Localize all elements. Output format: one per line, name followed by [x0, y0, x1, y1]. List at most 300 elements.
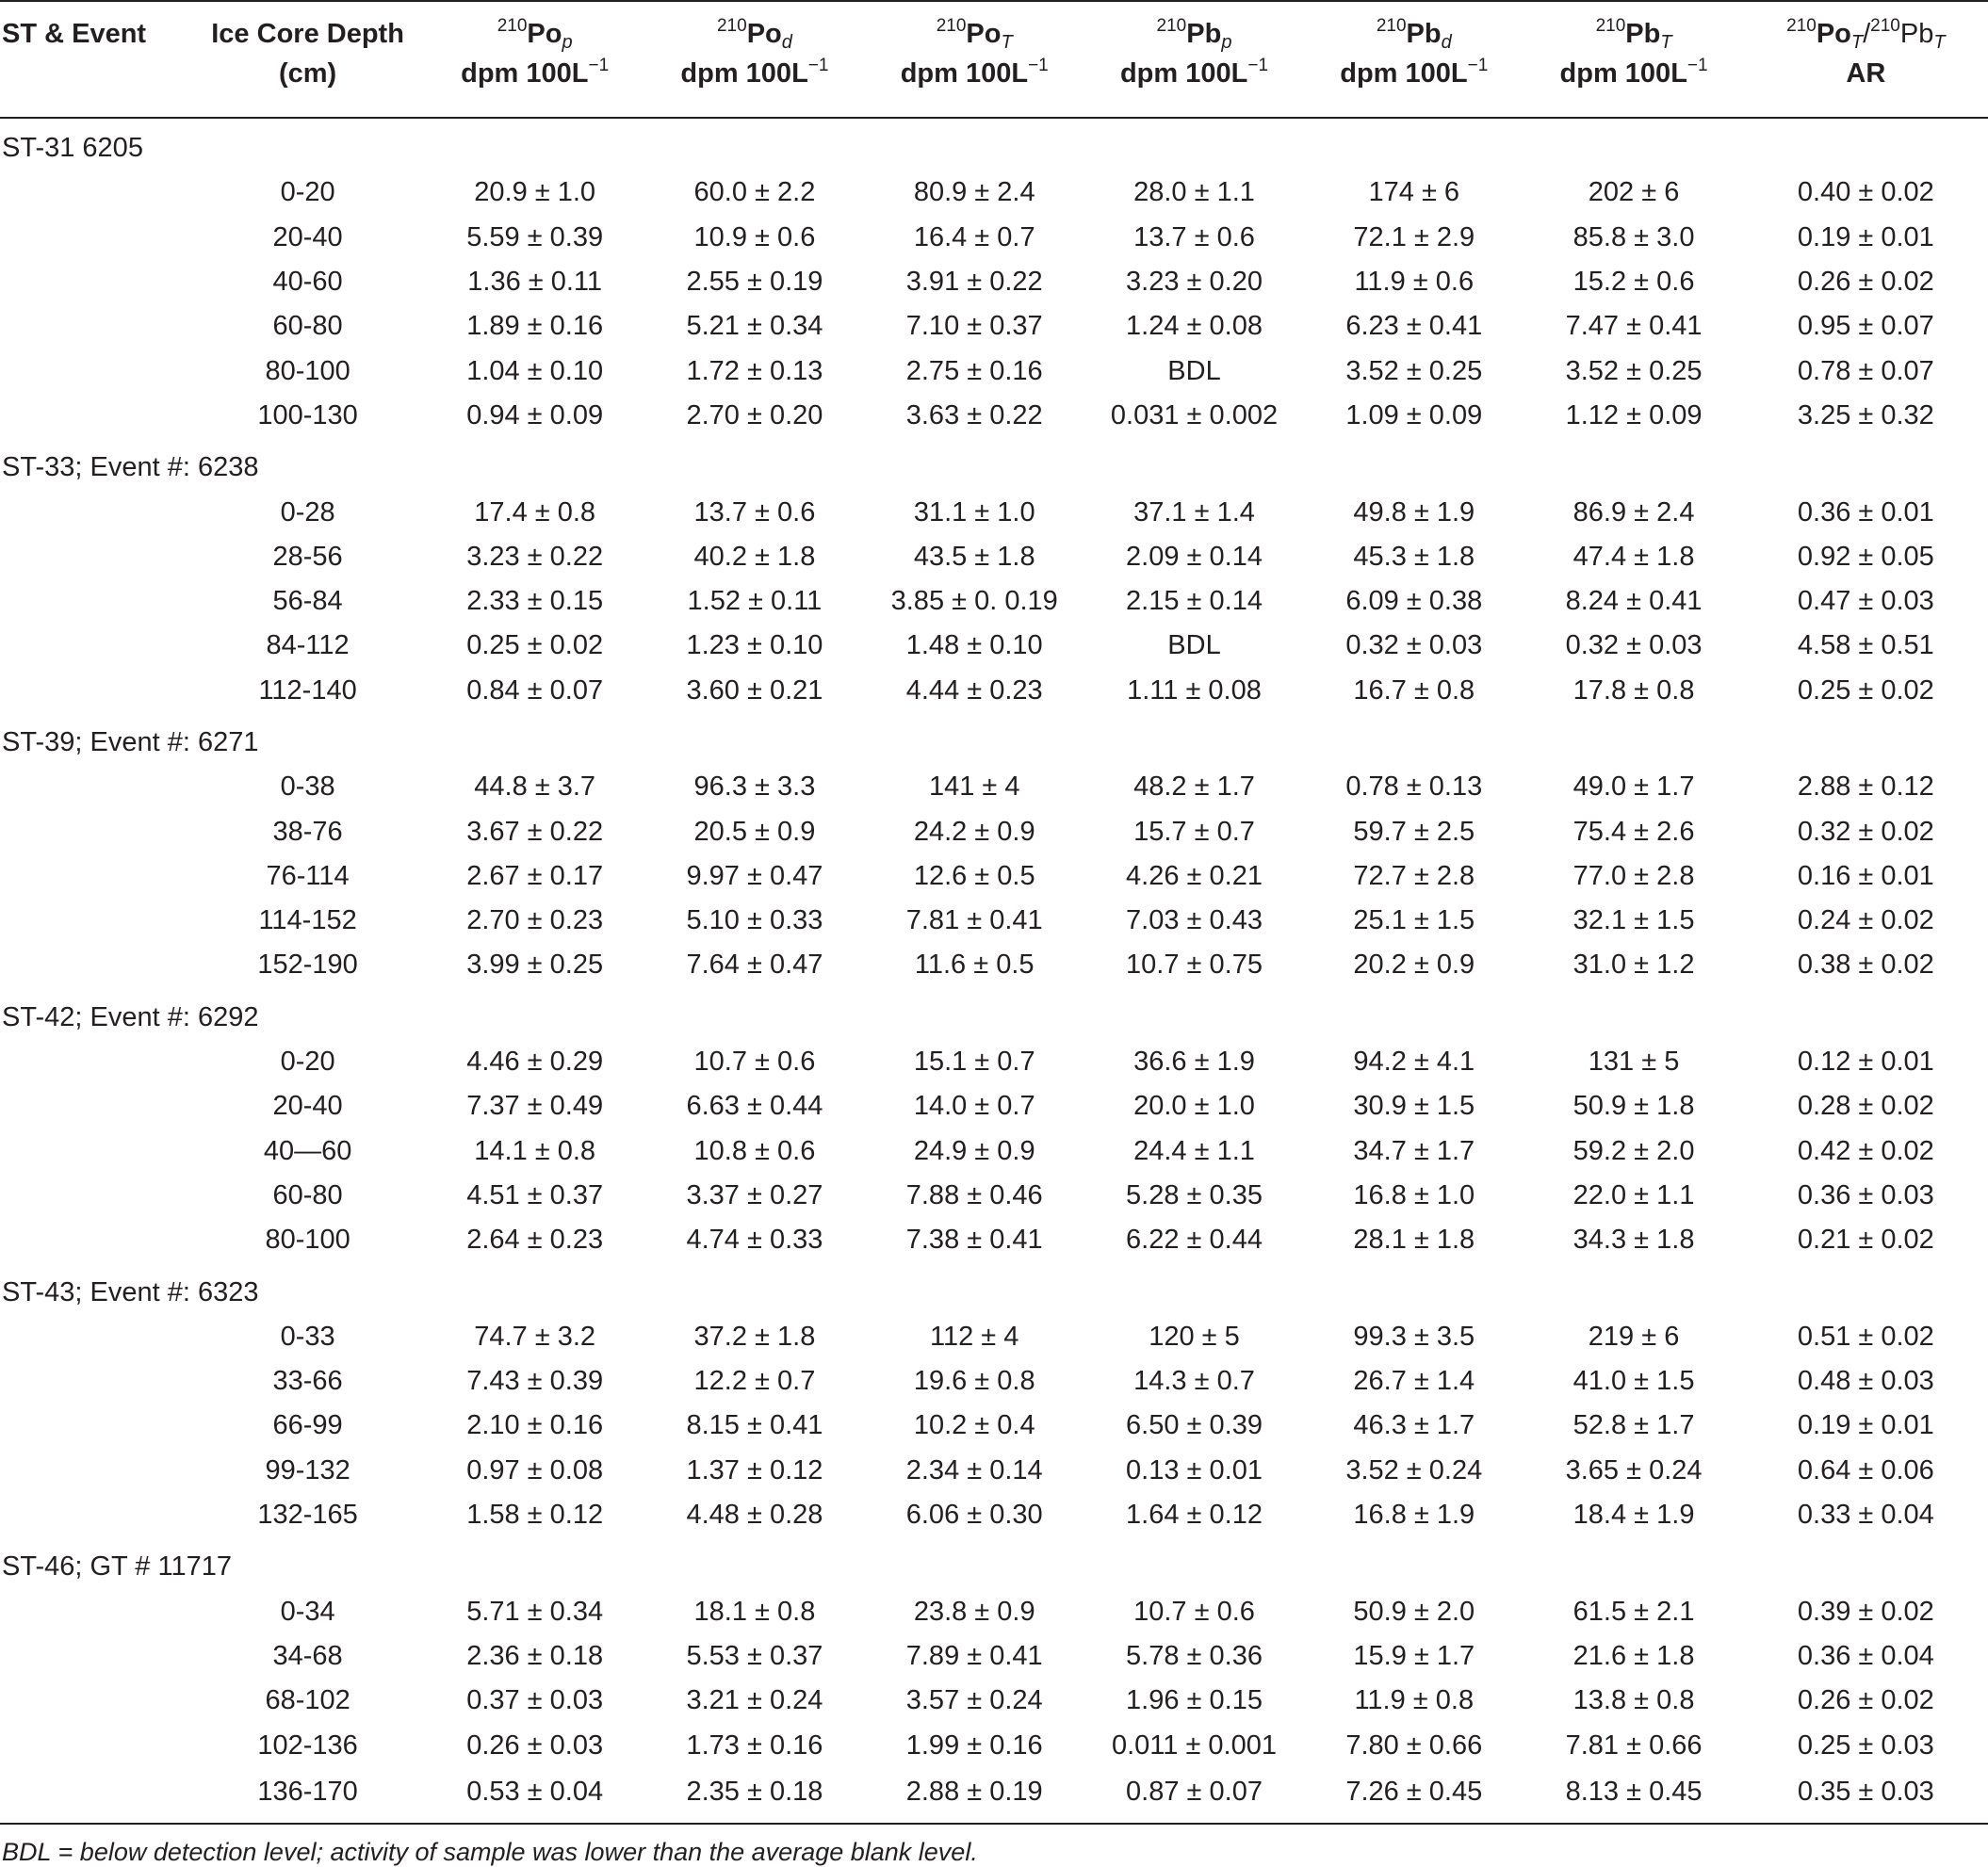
table-row	[0, 1174, 1988, 1218]
value-cell: 1.64 ± 0.12	[1126, 1500, 1263, 1531]
value-cell: 4.46 ± 0.29	[466, 1047, 604, 1078]
value-cell: 18.4 ± 1.9	[1572, 1500, 1695, 1531]
value-cell: 3.21 ± 0.24	[686, 1685, 823, 1716]
value-cell: 7.03 ± 0.43	[1126, 905, 1263, 936]
value-cell: 7.64 ± 0.47	[686, 950, 823, 981]
value-cell: 24.9 ± 0.9	[913, 1135, 1035, 1166]
value-cell: 7.88 ± 0.46	[905, 1179, 1043, 1210]
value-cell: 6.09 ± 0.38	[1345, 586, 1483, 617]
value-cell: 202 ± 6	[1588, 177, 1680, 208]
empty-cell	[0, 1084, 190, 1128]
table-row	[0, 669, 1988, 713]
value-cell: 4.26 ± 0.21	[1126, 860, 1263, 891]
depth-cell: 0-28	[280, 496, 335, 528]
value-cell: 75.4 ± 2.6	[1572, 816, 1695, 847]
value-cell: 20.9 ± 1.0	[474, 177, 596, 208]
value-cell: 8.24 ± 0.41	[1565, 586, 1703, 617]
value-cell: 6.06 ± 0.30	[905, 1500, 1043, 1531]
value-cell: 1.36 ± 0.11	[467, 267, 603, 298]
value-cell: 1.99 ± 0.16	[905, 1729, 1043, 1761]
value-cell: 20.2 ± 0.9	[1353, 950, 1475, 981]
table-row	[0, 170, 1988, 215]
value-cell: 0.12 ± 0.01	[1797, 1047, 1934, 1078]
value-cell: 25.1 ± 1.5	[1353, 905, 1475, 936]
empty-cell	[0, 216, 190, 260]
table-row	[0, 1218, 1988, 1262]
value-cell: 72.7 ± 2.8	[1353, 860, 1475, 891]
header-unit: dpm $100L^{-1}$	[461, 56, 610, 89]
value-cell: 44.8 ± 3.7	[474, 771, 596, 803]
value-cell: 2.33 ± 0.15	[466, 586, 604, 617]
value-cell: 41.0 ± 1.5	[1572, 1366, 1695, 1397]
group-header-row	[0, 713, 1988, 765]
depth-cell: 0-20	[280, 177, 335, 208]
value-cell: 10.2 ± 0.4	[913, 1410, 1035, 1441]
value-cell: 7.43 ± 0.39	[466, 1366, 604, 1397]
value-cell: 11.9 ± 0.8	[1354, 1685, 1475, 1716]
value-cell: 7.81 ± 0.66	[1565, 1729, 1703, 1761]
empty-cell	[0, 535, 190, 579]
value-cell: 0.94 ± 0.09	[466, 399, 604, 430]
header-pb-p: $^{210}Pb_p$	[1156, 15, 1232, 53]
empty-cell	[0, 1449, 190, 1493]
value-cell: 21.6 ± 1.8	[1572, 1640, 1695, 1671]
depth-cell: 132-165	[257, 1500, 358, 1531]
value-cell: 17.8 ± 0.8	[1572, 674, 1695, 706]
table-row	[0, 1679, 1988, 1723]
table-row	[0, 765, 1988, 809]
value-cell: 1.73 ± 0.16	[686, 1729, 823, 1761]
value-cell: 77.0 ± 2.8	[1572, 860, 1695, 891]
table-row	[0, 1449, 1988, 1493]
header-empty	[0, 58, 190, 118]
value-cell: 23.8 ± 0.9	[913, 1596, 1035, 1627]
depth-cell: 0-20	[280, 1047, 335, 1078]
value-cell: 7.38 ± 0.41	[905, 1225, 1043, 1256]
empty-cell	[0, 579, 190, 624]
value-cell: 0.78 ± 0.13	[1345, 771, 1483, 803]
value-cell: 0.19 ± 0.01	[1797, 1410, 1934, 1441]
value-cell: 3.23 ± 0.20	[1126, 267, 1263, 298]
depth-cell: 102-136	[257, 1729, 358, 1761]
table-row	[0, 394, 1988, 438]
value-cell: 0.39 ± 0.02	[1797, 1596, 1934, 1627]
depth-cell: 80-100	[265, 355, 350, 386]
table-row	[0, 579, 1988, 624]
value-cell: 2.34 ± 0.14	[905, 1454, 1043, 1485]
value-cell: 37.2 ± 1.8	[693, 1321, 816, 1352]
empty-cell	[0, 1768, 190, 1824]
value-cell: 5.53 ± 0.37	[686, 1640, 823, 1671]
value-cell: 3.52 ± 0.24	[1345, 1454, 1483, 1485]
value-cell: 1.11 ± 0.08	[1127, 674, 1262, 706]
value-cell: 10.7 ± 0.6	[693, 1047, 816, 1078]
depth-cell: 84-112	[266, 630, 350, 661]
value-cell: 3.85 ± 0. 0.19	[890, 586, 1058, 617]
value-cell: 43.5 ± 1.8	[913, 541, 1035, 572]
depth-cell: 0-34	[280, 1596, 335, 1627]
value-cell: 4.48 ± 0.28	[686, 1500, 823, 1531]
value-cell: 2.15 ± 0.14	[1126, 586, 1263, 617]
empty-cell	[0, 1315, 190, 1359]
value-cell: 16.7 ± 0.8	[1353, 674, 1475, 706]
value-cell: 0.13 ± 0.01	[1126, 1454, 1263, 1485]
value-cell: 17.4 ± 0.8	[474, 496, 596, 528]
value-cell: BDL	[1167, 355, 1221, 386]
table-row	[0, 854, 1988, 899]
value-cell: 0.25 ± 0.03	[1797, 1729, 1934, 1761]
value-cell: 0.33 ± 0.04	[1797, 1500, 1934, 1531]
empty-cell	[0, 1590, 190, 1634]
value-cell: 0.38 ± 0.02	[1797, 950, 1934, 981]
value-cell: 0.36 ± 0.03	[1797, 1179, 1934, 1210]
value-cell: 5.78 ± 0.36	[1126, 1640, 1263, 1671]
value-cell: 5.21 ± 0.34	[686, 311, 823, 342]
value-cell: 80.9 ± 2.4	[913, 177, 1035, 208]
empty-cell	[0, 170, 190, 215]
header-unit: dpm $100L^{-1}$	[1340, 56, 1489, 89]
value-cell: 46.3 ± 1.7	[1353, 1410, 1475, 1441]
header-unit: dpm $100L^{-1}$	[900, 56, 1049, 89]
value-cell: 0.51 ± 0.02	[1797, 1321, 1934, 1352]
depth-cell: 40—60	[263, 1135, 352, 1166]
group-header-row	[0, 118, 1988, 170]
value-cell: 96.3 ± 3.3	[693, 771, 816, 803]
value-cell: 4.74 ± 0.33	[686, 1225, 823, 1256]
value-cell: 3.91 ± 0.22	[905, 267, 1043, 298]
value-cell: 0.35 ± 0.03	[1744, 1768, 1988, 1824]
value-cell: 0.87 ± 0.07	[1084, 1768, 1304, 1824]
value-cell: 2.55 ± 0.19	[686, 267, 823, 298]
value-cell: 16.8 ± 1.9	[1353, 1500, 1475, 1531]
header-po-p: $^{210}Po_p$	[497, 15, 573, 53]
header-ar: AR	[1846, 58, 1886, 89]
value-cell: 13.8 ± 0.8	[1572, 1685, 1695, 1716]
value-cell: 3.63 ± 0.22	[905, 399, 1043, 430]
value-cell: 1.04 ± 0.10	[466, 355, 604, 386]
depth-cell: 40-60	[272, 267, 343, 298]
depth-cell: 0-38	[280, 771, 335, 803]
header-depth: Ice Core Depth	[211, 18, 404, 49]
value-cell: 1.37 ± 0.12	[686, 1454, 823, 1485]
value-cell: 0.011 ± 0.001	[1111, 1729, 1278, 1761]
value-cell: 2.70 ± 0.20	[686, 399, 823, 430]
value-cell: 13.7 ± 0.6	[1133, 221, 1255, 252]
value-cell: 31.0 ± 1.2	[1572, 950, 1695, 981]
value-cell: 0.42 ± 0.02	[1797, 1135, 1934, 1166]
table-row	[0, 1404, 1988, 1448]
value-cell: 18.1 ± 0.8	[693, 1596, 816, 1627]
table-row	[0, 535, 1988, 579]
value-cell: 22.0 ± 1.1	[1572, 1179, 1695, 1210]
value-cell: 1.23 ± 0.10	[686, 630, 823, 661]
value-cell: 3.52 ± 0.25	[1345, 355, 1483, 386]
value-cell: 7.37 ± 0.49	[466, 1091, 604, 1122]
value-cell: 28.1 ± 1.8	[1353, 1225, 1475, 1256]
value-cell: 3.60 ± 0.21	[686, 674, 823, 706]
header-pb-d: $^{210}Pb_d$	[1376, 15, 1452, 53]
table-footnote: BDL = below detection level; activity of sample was lower than the average blank level.	[2, 1837, 978, 1866]
value-cell: 219 ± 6	[1588, 1321, 1680, 1352]
value-cell: 0.92 ± 0.05	[1797, 541, 1934, 572]
value-cell: 131 ± 5	[1588, 1047, 1680, 1078]
empty-cell	[0, 1404, 190, 1448]
value-cell: 3.99 ± 0.25	[466, 950, 604, 981]
value-cell: 1.89 ± 0.16	[466, 311, 604, 342]
empty-cell	[0, 1218, 190, 1262]
header-depth-unit: (cm)	[278, 58, 337, 89]
value-cell: 112 ± 4	[930, 1321, 1019, 1352]
depth-cell: 0-33	[280, 1321, 335, 1352]
value-cell: 50.9 ± 1.8	[1572, 1091, 1695, 1122]
value-cell: 2.88 ± 0.19	[865, 1768, 1084, 1824]
empty-cell	[0, 1679, 190, 1723]
value-cell: 0.97 ± 0.08	[466, 1454, 604, 1485]
header-ratio: $^{210}Po_T/^{210}Pb_T$	[1786, 15, 1946, 53]
value-cell: 8.15 ± 0.41	[686, 1410, 823, 1441]
value-cell: 6.63 ± 0.44	[686, 1091, 823, 1122]
value-cell: 7.80 ± 0.66	[1345, 1729, 1483, 1761]
table-row	[0, 304, 1988, 349]
value-cell: 2.75 ± 0.16	[905, 355, 1043, 386]
table-header	[0, 1, 1988, 118]
value-cell: 15.1 ± 0.7	[913, 1047, 1035, 1078]
value-cell: 10.7 ± 0.75	[1126, 950, 1263, 981]
value-cell: 0.32 ± 0.03	[1345, 630, 1483, 661]
value-cell: 5.59 ± 0.39	[466, 221, 604, 252]
station-event-label: ST-42; Event #: 6292	[2, 1001, 259, 1032]
header-po-t: $^{210}Po_T$	[936, 15, 1013, 53]
value-cell: 0.26 ± 0.02	[1797, 267, 1934, 298]
value-cell: 3.67 ± 0.22	[466, 816, 604, 847]
value-cell: 24.2 ± 0.9	[913, 816, 1035, 847]
value-cell: 0.26 ± 0.03	[466, 1729, 604, 1761]
depth-cell: 60-80	[272, 1179, 343, 1210]
value-cell: 14.3 ± 0.7	[1133, 1366, 1255, 1397]
station-event-label: ST-46; GT # 11717	[2, 1551, 232, 1583]
value-cell: 0.16 ± 0.01	[1797, 860, 1934, 891]
value-cell: 7.10 ± 0.37	[905, 311, 1043, 342]
empty-cell	[0, 1129, 190, 1174]
value-cell: 26.7 ± 1.4	[1353, 1366, 1475, 1397]
group-header-row	[0, 988, 1988, 1040]
empty-cell	[0, 1040, 190, 1084]
value-cell: 86.9 ± 2.4	[1572, 496, 1695, 528]
value-cell: 0.64 ± 0.06	[1797, 1454, 1934, 1485]
value-cell: 2.10 ± 0.16	[466, 1410, 604, 1441]
value-cell: 2.35 ± 0.18	[644, 1768, 864, 1824]
table-row	[0, 1493, 1988, 1537]
value-cell: 34.3 ± 1.8	[1572, 1225, 1695, 1256]
value-cell: 37.1 ± 1.4	[1133, 496, 1255, 528]
value-cell: 0.28 ± 0.02	[1797, 1091, 1934, 1122]
value-cell: 10.7 ± 0.6	[1133, 1596, 1255, 1627]
value-cell: 49.0 ± 1.7	[1572, 771, 1695, 803]
value-cell: 12.2 ± 0.7	[693, 1366, 816, 1397]
depth-cell: 152-190	[257, 950, 358, 981]
empty-cell	[0, 854, 190, 899]
value-cell: 6.50 ± 0.39	[1126, 1410, 1263, 1441]
value-cell: 72.1 ± 2.9	[1353, 221, 1475, 252]
depth-cell: 28-56	[272, 541, 343, 572]
value-cell: 9.97 ± 0.47	[686, 860, 823, 891]
table-row	[0, 349, 1988, 393]
value-cell: 20.0 ± 1.0	[1133, 1091, 1255, 1122]
value-cell: 0.53 ± 0.04	[425, 1768, 644, 1824]
value-cell: 1.24 ± 0.08	[1126, 311, 1263, 342]
value-cell: 59.2 ± 2.0	[1572, 1135, 1695, 1166]
value-cell: 0.48 ± 0.03	[1797, 1366, 1934, 1397]
header-unit: dpm $100L^{-1}$	[680, 56, 829, 89]
empty-cell	[0, 1174, 190, 1218]
value-cell: 4.58 ± 0.51	[1797, 630, 1934, 661]
value-cell: 15.7 ± 0.7	[1133, 816, 1255, 847]
depth-cell: 112-140	[258, 674, 357, 706]
table-row	[0, 1129, 1988, 1174]
table-row	[0, 1315, 1988, 1359]
value-cell: 0.37 ± 0.03	[466, 1685, 604, 1716]
value-cell: 24.4 ± 1.1	[1133, 1135, 1255, 1166]
value-cell: 120 ± 5	[1149, 1321, 1240, 1352]
empty-cell	[0, 1493, 190, 1537]
empty-cell	[0, 943, 190, 987]
value-cell: BDL	[1167, 630, 1221, 661]
depth-cell: 136-170	[190, 1768, 425, 1824]
value-cell: 2.88 ± 0.12	[1797, 771, 1934, 803]
group-header-row	[0, 1537, 1988, 1589]
depth-cell: 38-76	[272, 816, 343, 847]
value-cell: 40.2 ± 1.8	[693, 541, 816, 572]
table-row	[0, 1634, 1988, 1679]
value-cell: 14.0 ± 0.7	[913, 1091, 1035, 1122]
value-cell: 16.8 ± 1.0	[1353, 1179, 1475, 1210]
station-event-label: ST-33; Event #: 6238	[2, 452, 259, 483]
value-cell: 48.2 ± 1.7	[1133, 771, 1255, 803]
value-cell: 0.32 ± 0.02	[1797, 816, 1934, 847]
depth-cell: 76-114	[266, 860, 350, 891]
table-row	[0, 624, 1988, 668]
value-cell: 31.1 ± 1.0	[913, 496, 1035, 528]
value-cell: 0.25 ± 0.02	[466, 630, 604, 661]
value-cell: 7.89 ± 0.41	[905, 1640, 1043, 1671]
value-cell: 0.031 ± 0.002	[1110, 399, 1279, 430]
value-cell: 0.78 ± 0.07	[1797, 355, 1934, 386]
value-cell: 0.26 ± 0.02	[1797, 1685, 1934, 1716]
value-cell: 0.21 ± 0.02	[1797, 1225, 1934, 1256]
value-cell: 60.0 ± 2.2	[693, 177, 816, 208]
value-cell: 59.7 ± 2.5	[1353, 816, 1475, 847]
value-cell: 15.2 ± 0.6	[1572, 267, 1695, 298]
empty-cell	[0, 1634, 190, 1679]
value-cell: 1.52 ± 0.11	[687, 586, 823, 617]
value-cell: 3.23 ± 0.22	[466, 541, 604, 572]
value-cell: 34.7 ± 1.7	[1353, 1135, 1475, 1166]
depth-cell: 68-102	[265, 1685, 350, 1716]
value-cell: 11.6 ± 0.5	[914, 950, 1035, 981]
table-row	[0, 809, 1988, 853]
value-cell: 47.4 ± 1.8	[1572, 541, 1695, 572]
empty-cell	[0, 349, 190, 393]
value-cell: 174 ± 6	[1368, 177, 1460, 208]
value-cell: 1.09 ± 0.09	[1345, 399, 1483, 430]
value-cell: 1.48 ± 0.10	[905, 630, 1043, 661]
depth-cell: 100-130	[257, 399, 358, 430]
group-header-row	[0, 438, 1988, 490]
value-cell: 20.5 ± 0.9	[693, 816, 816, 847]
value-cell: 0.36 ± 0.01	[1797, 496, 1934, 528]
value-cell: 4.44 ± 0.23	[905, 674, 1043, 706]
empty-cell	[0, 490, 190, 534]
value-cell: 36.6 ± 1.9	[1133, 1047, 1255, 1078]
value-cell: 49.8 ± 1.9	[1353, 496, 1475, 528]
value-cell: 5.28 ± 0.35	[1126, 1179, 1263, 1210]
value-cell: 10.9 ± 0.6	[693, 221, 816, 252]
value-cell: 0.19 ± 0.01	[1797, 221, 1934, 252]
value-cell: 61.5 ± 2.1	[1572, 1596, 1695, 1627]
station-event-label: ST-39; Event #: 6271	[2, 727, 259, 757]
empty-cell	[0, 624, 190, 668]
empty-cell	[0, 1723, 190, 1767]
value-cell: 8.13 ± 0.45	[1524, 1768, 1743, 1824]
value-cell: 2.09 ± 0.14	[1126, 541, 1263, 572]
value-cell: 52.8 ± 1.7	[1572, 1410, 1695, 1441]
header-po-d: $^{210}Po_d$	[716, 15, 792, 53]
table-row	[0, 1084, 1988, 1128]
value-cell: 7.47 ± 0.41	[1565, 311, 1703, 342]
empty-cell	[0, 669, 190, 713]
header-unit: dpm $100L^{-1}$	[1119, 56, 1269, 89]
value-cell: 32.1 ± 1.5	[1572, 905, 1695, 936]
group-header-row	[0, 1262, 1988, 1314]
value-cell: 7.81 ± 0.41	[905, 905, 1043, 936]
depth-cell: 66-99	[272, 1410, 343, 1441]
value-cell: 13.7 ± 0.6	[693, 496, 816, 528]
value-cell: 1.96 ± 0.15	[1126, 1685, 1263, 1716]
value-cell: 2.36 ± 0.18	[466, 1640, 604, 1671]
empty-cell	[0, 394, 190, 438]
table-row	[0, 899, 1988, 943]
empty-cell	[0, 765, 190, 809]
value-cell: 1.12 ± 0.09	[1565, 399, 1703, 430]
value-cell: 1.58 ± 0.12	[466, 1500, 604, 1531]
value-cell: 50.9 ± 2.0	[1353, 1596, 1475, 1627]
value-cell: 28.0 ± 1.1	[1133, 177, 1255, 208]
value-cell: 74.7 ± 3.2	[474, 1321, 596, 1352]
value-cell: 3.37 ± 0.27	[686, 1179, 823, 1210]
empty-cell	[0, 1359, 190, 1404]
value-cell: 141 ± 4	[928, 771, 1020, 803]
value-cell: 94.2 ± 4.1	[1353, 1047, 1475, 1078]
station-event-label: ST-31 6205	[2, 133, 143, 164]
value-cell: 0.95 ± 0.07	[1797, 311, 1934, 342]
value-cell: 85.8 ± 3.0	[1572, 221, 1695, 252]
table-row	[0, 216, 1988, 260]
station-event-label: ST-43; Event #: 6323	[2, 1276, 259, 1307]
value-cell: 0.40 ± 0.02	[1797, 177, 1934, 208]
value-cell: 14.1 ± 0.8	[474, 1135, 596, 1166]
header-pb-t: $^{210}Pb_T$	[1595, 15, 1672, 53]
value-cell: 0.32 ± 0.03	[1565, 630, 1703, 661]
header-unit: dpm $100L^{-1}$	[1559, 56, 1708, 89]
value-cell: 0.47 ± 0.03	[1797, 586, 1934, 617]
value-cell: 2.70 ± 0.23	[466, 905, 604, 936]
table-row	[0, 943, 1988, 987]
depth-cell: 99-132	[265, 1454, 350, 1485]
depth-cell: 20-40	[272, 1091, 343, 1122]
value-cell: 3.52 ± 0.25	[1565, 355, 1703, 386]
header-row-1	[0, 1, 1988, 58]
value-cell: 16.4 ± 0.7	[913, 221, 1035, 252]
